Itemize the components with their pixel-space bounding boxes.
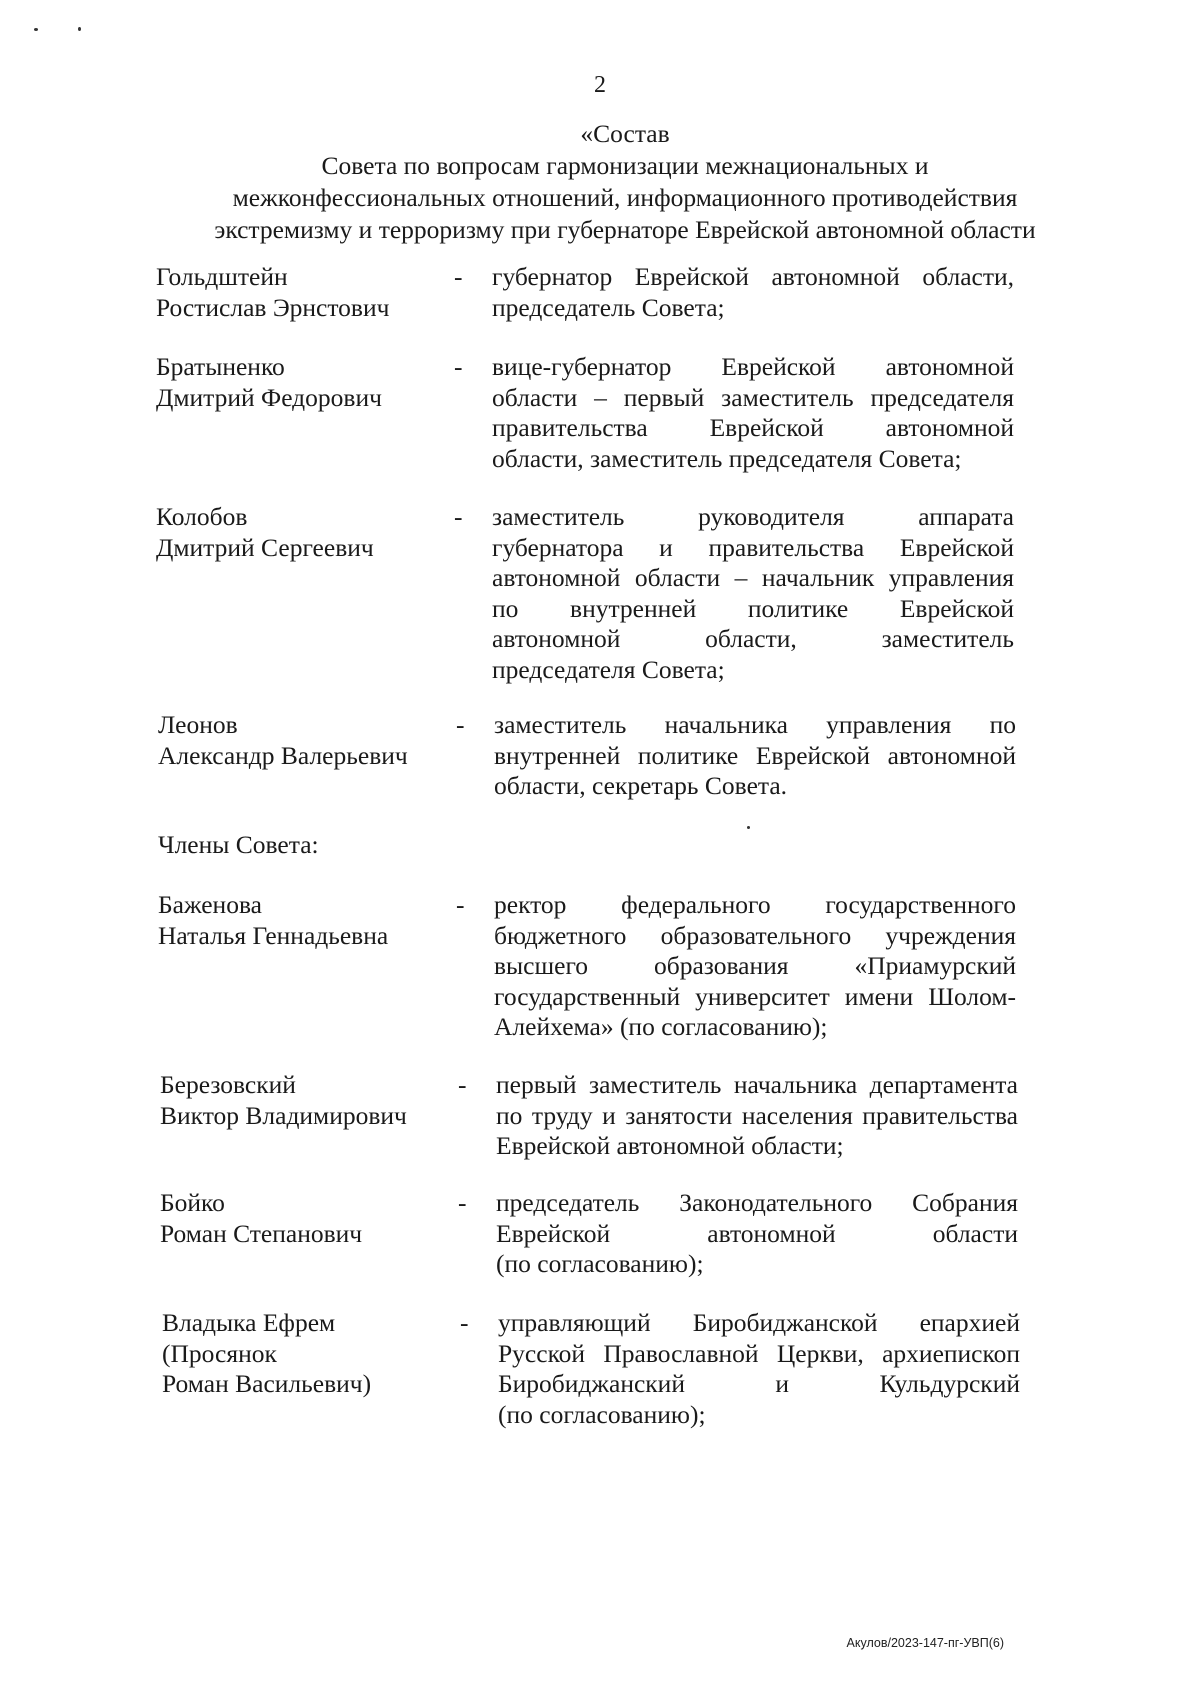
document-title (150, 118, 1100, 246)
title-line: «Состав (580, 119, 670, 148)
dash-separator: - (458, 1070, 467, 1099)
member-entry (156, 502, 1026, 686)
member-entry (156, 262, 1026, 326)
member-name: Владыка Ефрем (Просянок Роман Васильевич) (162, 1308, 372, 1398)
member-name: Березовский Виктор Владимирович (160, 1070, 407, 1130)
section-label-council-members: Члены Совета: (158, 830, 319, 859)
member-name: Леонов Александр Валерьевич (158, 710, 408, 770)
member-entry (158, 710, 1028, 804)
page-number: 2 (594, 72, 606, 98)
member-entry (156, 352, 1026, 476)
council-member-entry (160, 1188, 1030, 1282)
member-name: Братыненко Дмитрий Федорович (156, 352, 382, 412)
dash-separator: - (456, 710, 465, 739)
member-position: председатель Законодательного Собрания Еврейской автономной области (по согласованию); (496, 1188, 1018, 1278)
dash-separator: - (460, 1308, 469, 1337)
council-member-entry (162, 1308, 1032, 1432)
dash-separator: - (454, 352, 463, 381)
council-member-entry (158, 890, 1028, 1044)
dash-separator: - (456, 890, 465, 919)
member-name: Бойко Роман Степанович (160, 1188, 363, 1248)
member-position: заместитель начальника управления по внутренней политике Еврейской автономной области, секретарь Совета. (494, 710, 1016, 800)
dash-separator: - (458, 1188, 467, 1217)
member-position: управляющий Биробиджанской епархией Русской Православной Церкви, архиепископ Биробиджанский и Кульдурский (по согласованию); (498, 1308, 1020, 1429)
scan-speck (747, 826, 750, 829)
member-name: Баженова Наталья Геннадьевна (158, 890, 389, 950)
dash-separator: - (454, 262, 463, 291)
member-position: заместитель руководителя аппарата губернатора и правительства Еврейской автономной области – начальник управления по внутренней политике Еврейской автономной области, заместитель председателя Совета; (492, 502, 1014, 684)
member-position: губернатор Еврейской автономной области, председатель Совета; (492, 262, 1014, 322)
title-line: Совета по вопросам гармонизации межнациональных и (321, 151, 929, 180)
scan-speck (34, 28, 38, 31)
member-name: Колобов Дмитрий Сергеевич (156, 502, 374, 562)
council-member-entry (160, 1070, 1030, 1164)
member-name: Гольдштейн Ростислав Эрнстович (156, 262, 390, 322)
scan-speck (78, 27, 81, 31)
title-line: экстремизму и терроризму при губернаторе Еврейской автономной области (214, 215, 1036, 244)
member-position: вице-губернатор Еврейской автономной области – первый заместитель председателя правительства Еврейской автономной области, заместитель председателя Совета; (492, 352, 1014, 473)
member-position: ректор федерального государственного бюджетного образовательного учреждения высшего образования «Приамурский государственный университет имени Шолом- Алейхема» (по согласованию); (494, 890, 1016, 1041)
title-line: межконфессиональных отношений, информационного противодействия (232, 183, 1018, 212)
document-registration-stamp: Акулов/2023-147-пг-УВП(6) (846, 1636, 1004, 1650)
dash-separator: - (454, 502, 463, 531)
member-position: первый заместитель начальника департамента по труду и занятости населения правительства Еврейской автономной области; (496, 1070, 1018, 1160)
